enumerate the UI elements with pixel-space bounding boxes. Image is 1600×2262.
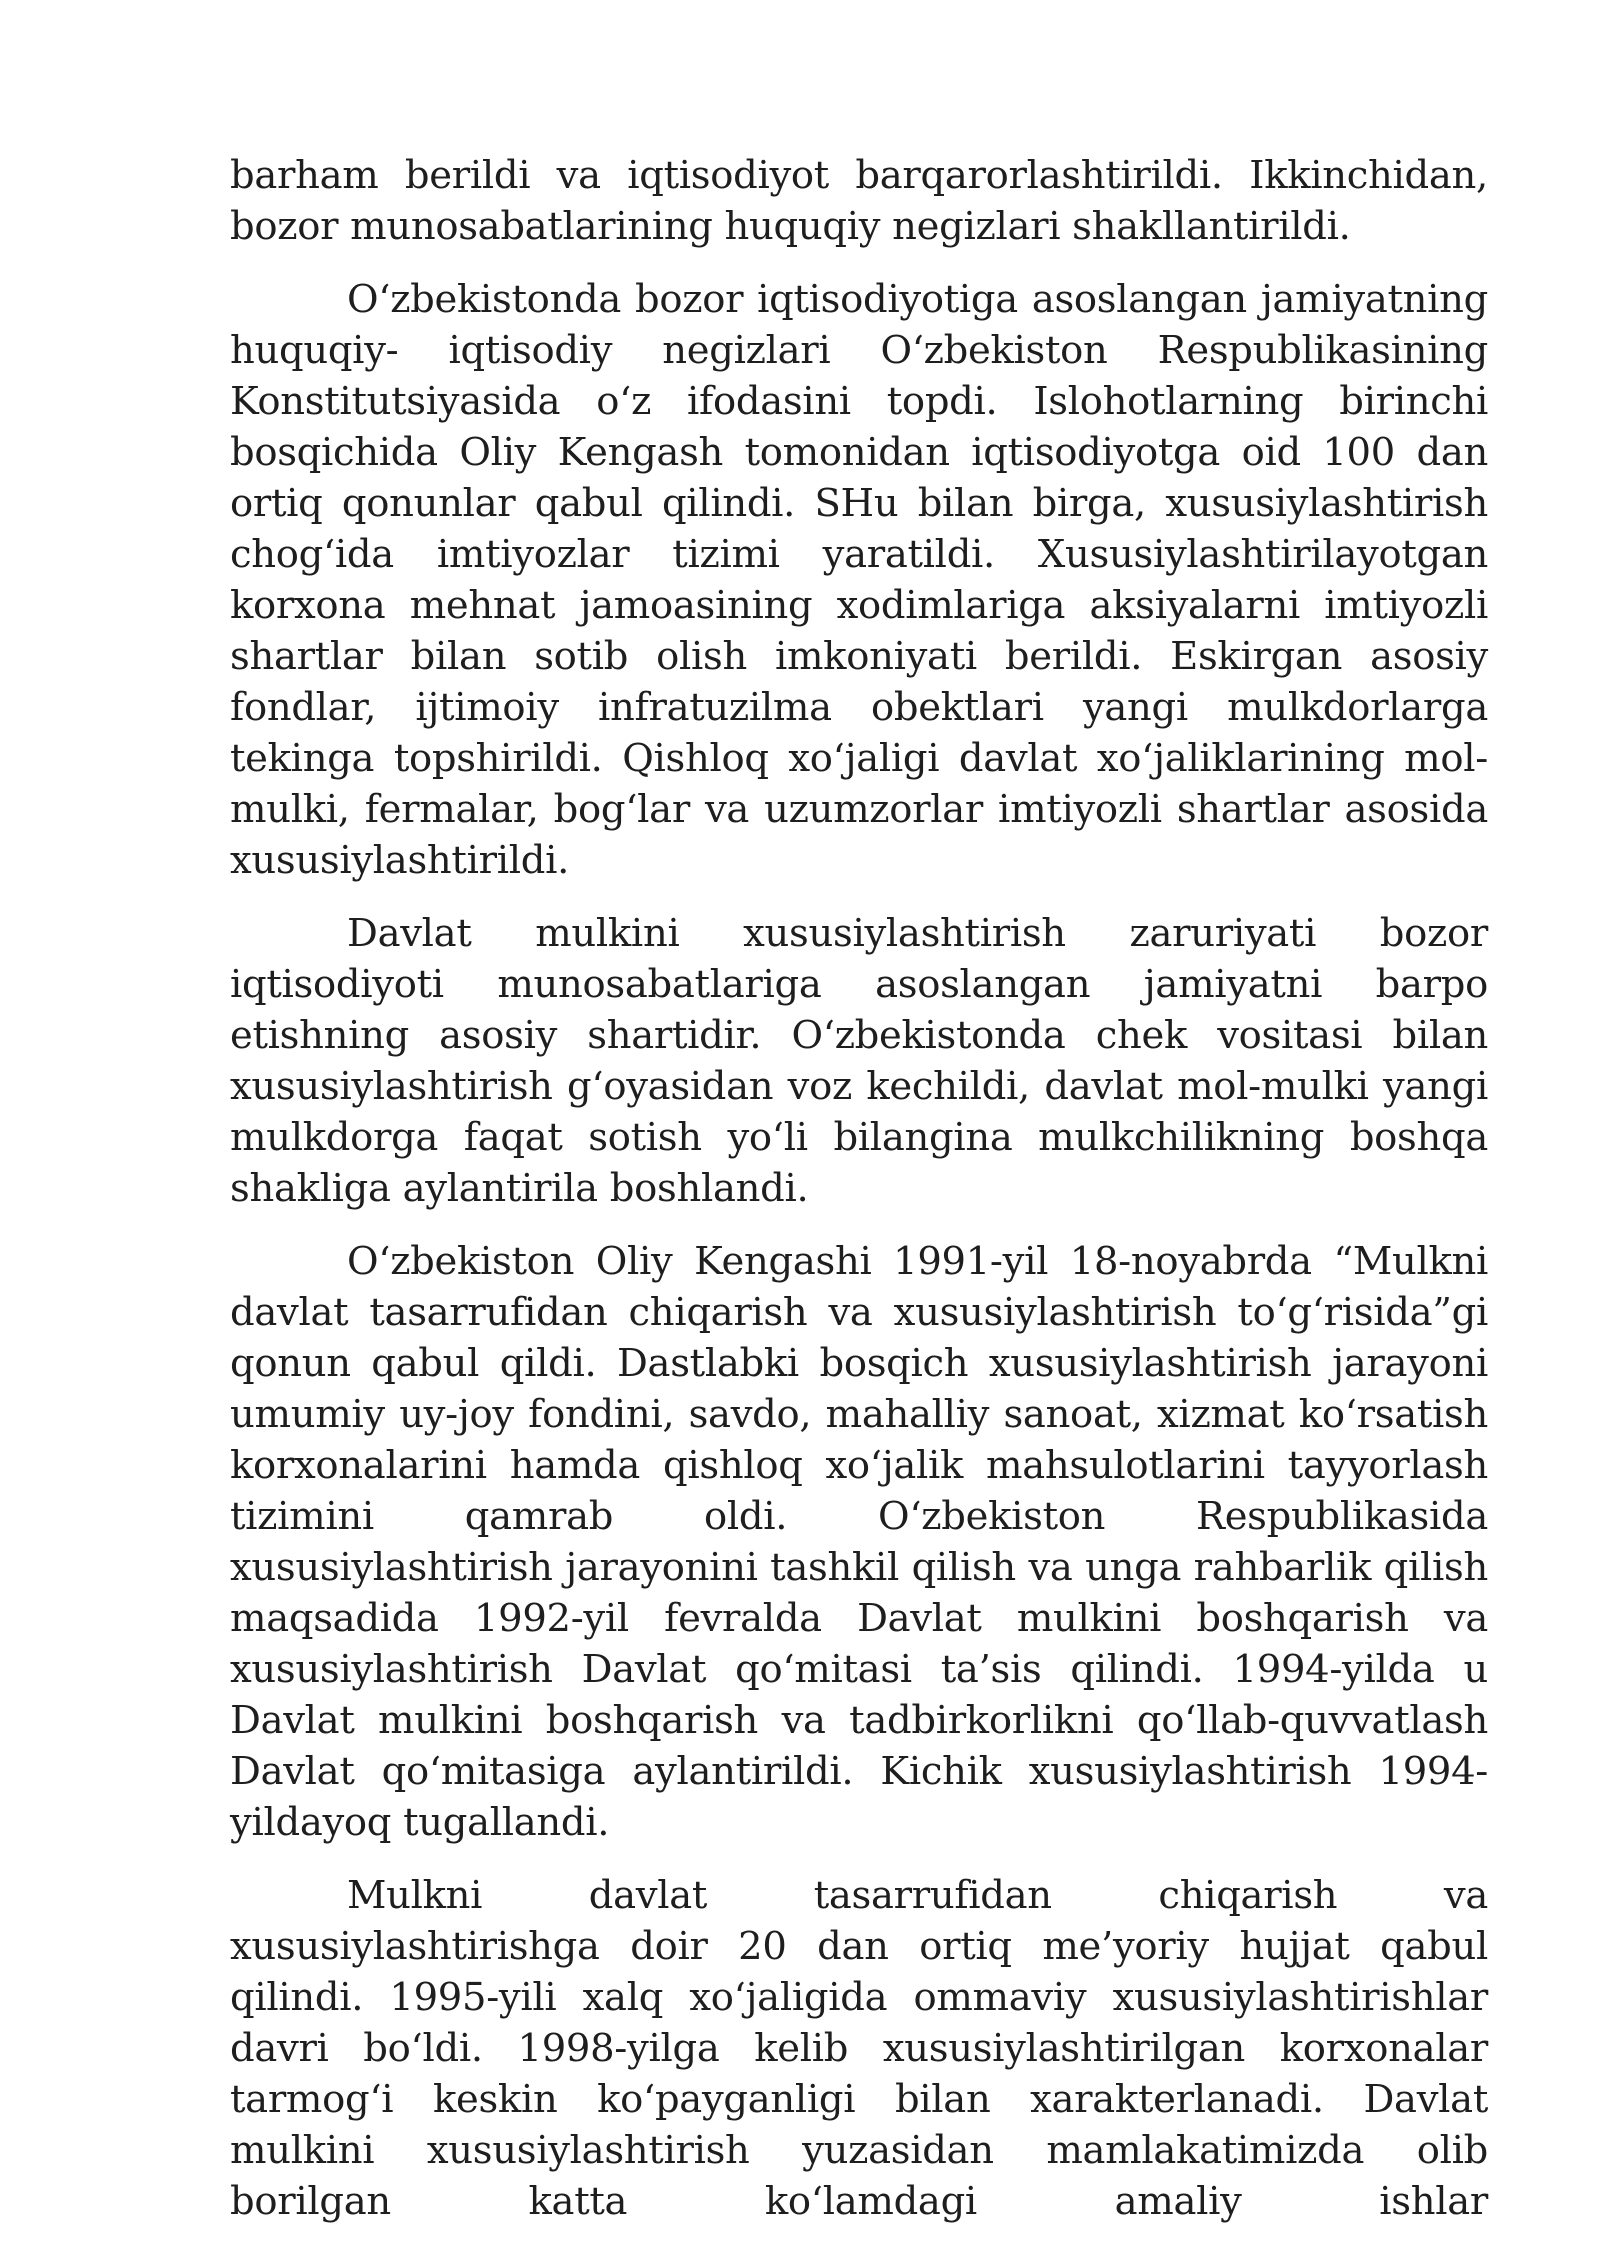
paragraph-5: Mulkni davlat tasarrufidan chiqarish va xususiylashtirishga doir 20 dan ortiq me’yoriy hujjat qabul qilindi. 1995-yili xalq xo‘jaligida ommaviy xususiylashtirishlar davri bo‘ldi. 1998-yilga kelib xususiylashtirilgan korxonalar tarmog‘i keskin ko‘payganligi bilan xarakterlanadi. Davlat mulkini xususiylashtirish yuzasidan mamlakatimizda olib borilgan katta ko‘lamdagi amaliy ishlar (230, 1873, 1488, 2224)
paragraph-2: O‘zbekistonda bozor iqtisodiyotiga asoslangan jamiyatning huquqiy- iqtisodiy negizlari O‘zbekiston Respublikasining Konstitutsiyasida o‘z ifodasini topdi. Islohotlarning birinchi bosqichida Oliy Kengash tomonidan iqtisodiyotga oid 100 dan ortiq qonunlar qabul qilindi. SHu bilan birga, xususiylashtirish chog‘ida imtiyozlar tizimi yaratildi. Xususiylashtirilayotgan korxona mehnat jamoasining xodimlariga aksiyalarni imtiyozli shartlar bilan sotib olish imkoniyati berildi. Eskirgan asosiy fondlar, ijtimoiy infratuzilma obektlari yangi mulkdorlarga tekinga topshirildi. Qishloq xo‘jaligi davlat xo‘jaliklarining mol- mulki, fermalar, bog‘lar va uzumzorlar imtiyozli shartlar asosida xususiylashtirildi. (230, 277, 1488, 883)
paragraph-4: O‘zbekiston Oliy Kengashi 1991-yil 18-noyabrda “Mulkni davlat tasarrufidan chiqarish va xususiylashtirish to‘g‘risida”gi qonun qabul qildi. Dastlabki bosqich xususiylashtirish jarayoni umumiy uy-joy fondini, savdo, mahalliy sanoat, xizmat ko‘rsatish korxonalarini hamda qishloq xo‘jalik mahsulotlarini tayyorlash tizimini qamrab oldi. O‘zbekiston Respublikasida xususiylashtirish jarayonini tashkil qilish va unga rahbarlik qilish maqsadida 1992-yil fevralda Davlat mulkini boshqarish va xususiylashtirish Davlat qo‘mitasi ta’sis qilindi. 1994-yilda u Davlat mulkini boshqarish va tadbirkorlikni qo‘llab-quvvatlash Davlat qo‘mitasiga aylantirildi. Kichik xususiylashtirish 1994-yildayoq tugallandi. (230, 1239, 1488, 1845)
paragraph-3: Davlat mulkini xususiylashtirish zaruriyati bozor iqtisodiyoti munosabatlariga asoslangan jamiyatni barpo etishning asosiy shartidir. O‘zbekistonda chek vositasi bilan xususiylashtirish g‘oyasidan voz kechildi, davlat mol-mulki yangi mulkdorga faqat sotish yo‘li bilangina mulkchilikning boshqa shakliga aylantirila boshlandi. (230, 911, 1488, 1211)
document-page (230, 150, 1488, 2249)
paragraph-1: barham berildi va iqtisodiyot barqarorlashtirildi. Ikkinchidan, bozor munosabatlarining huquqiy negizlari shakllantirildi. (230, 153, 1488, 249)
